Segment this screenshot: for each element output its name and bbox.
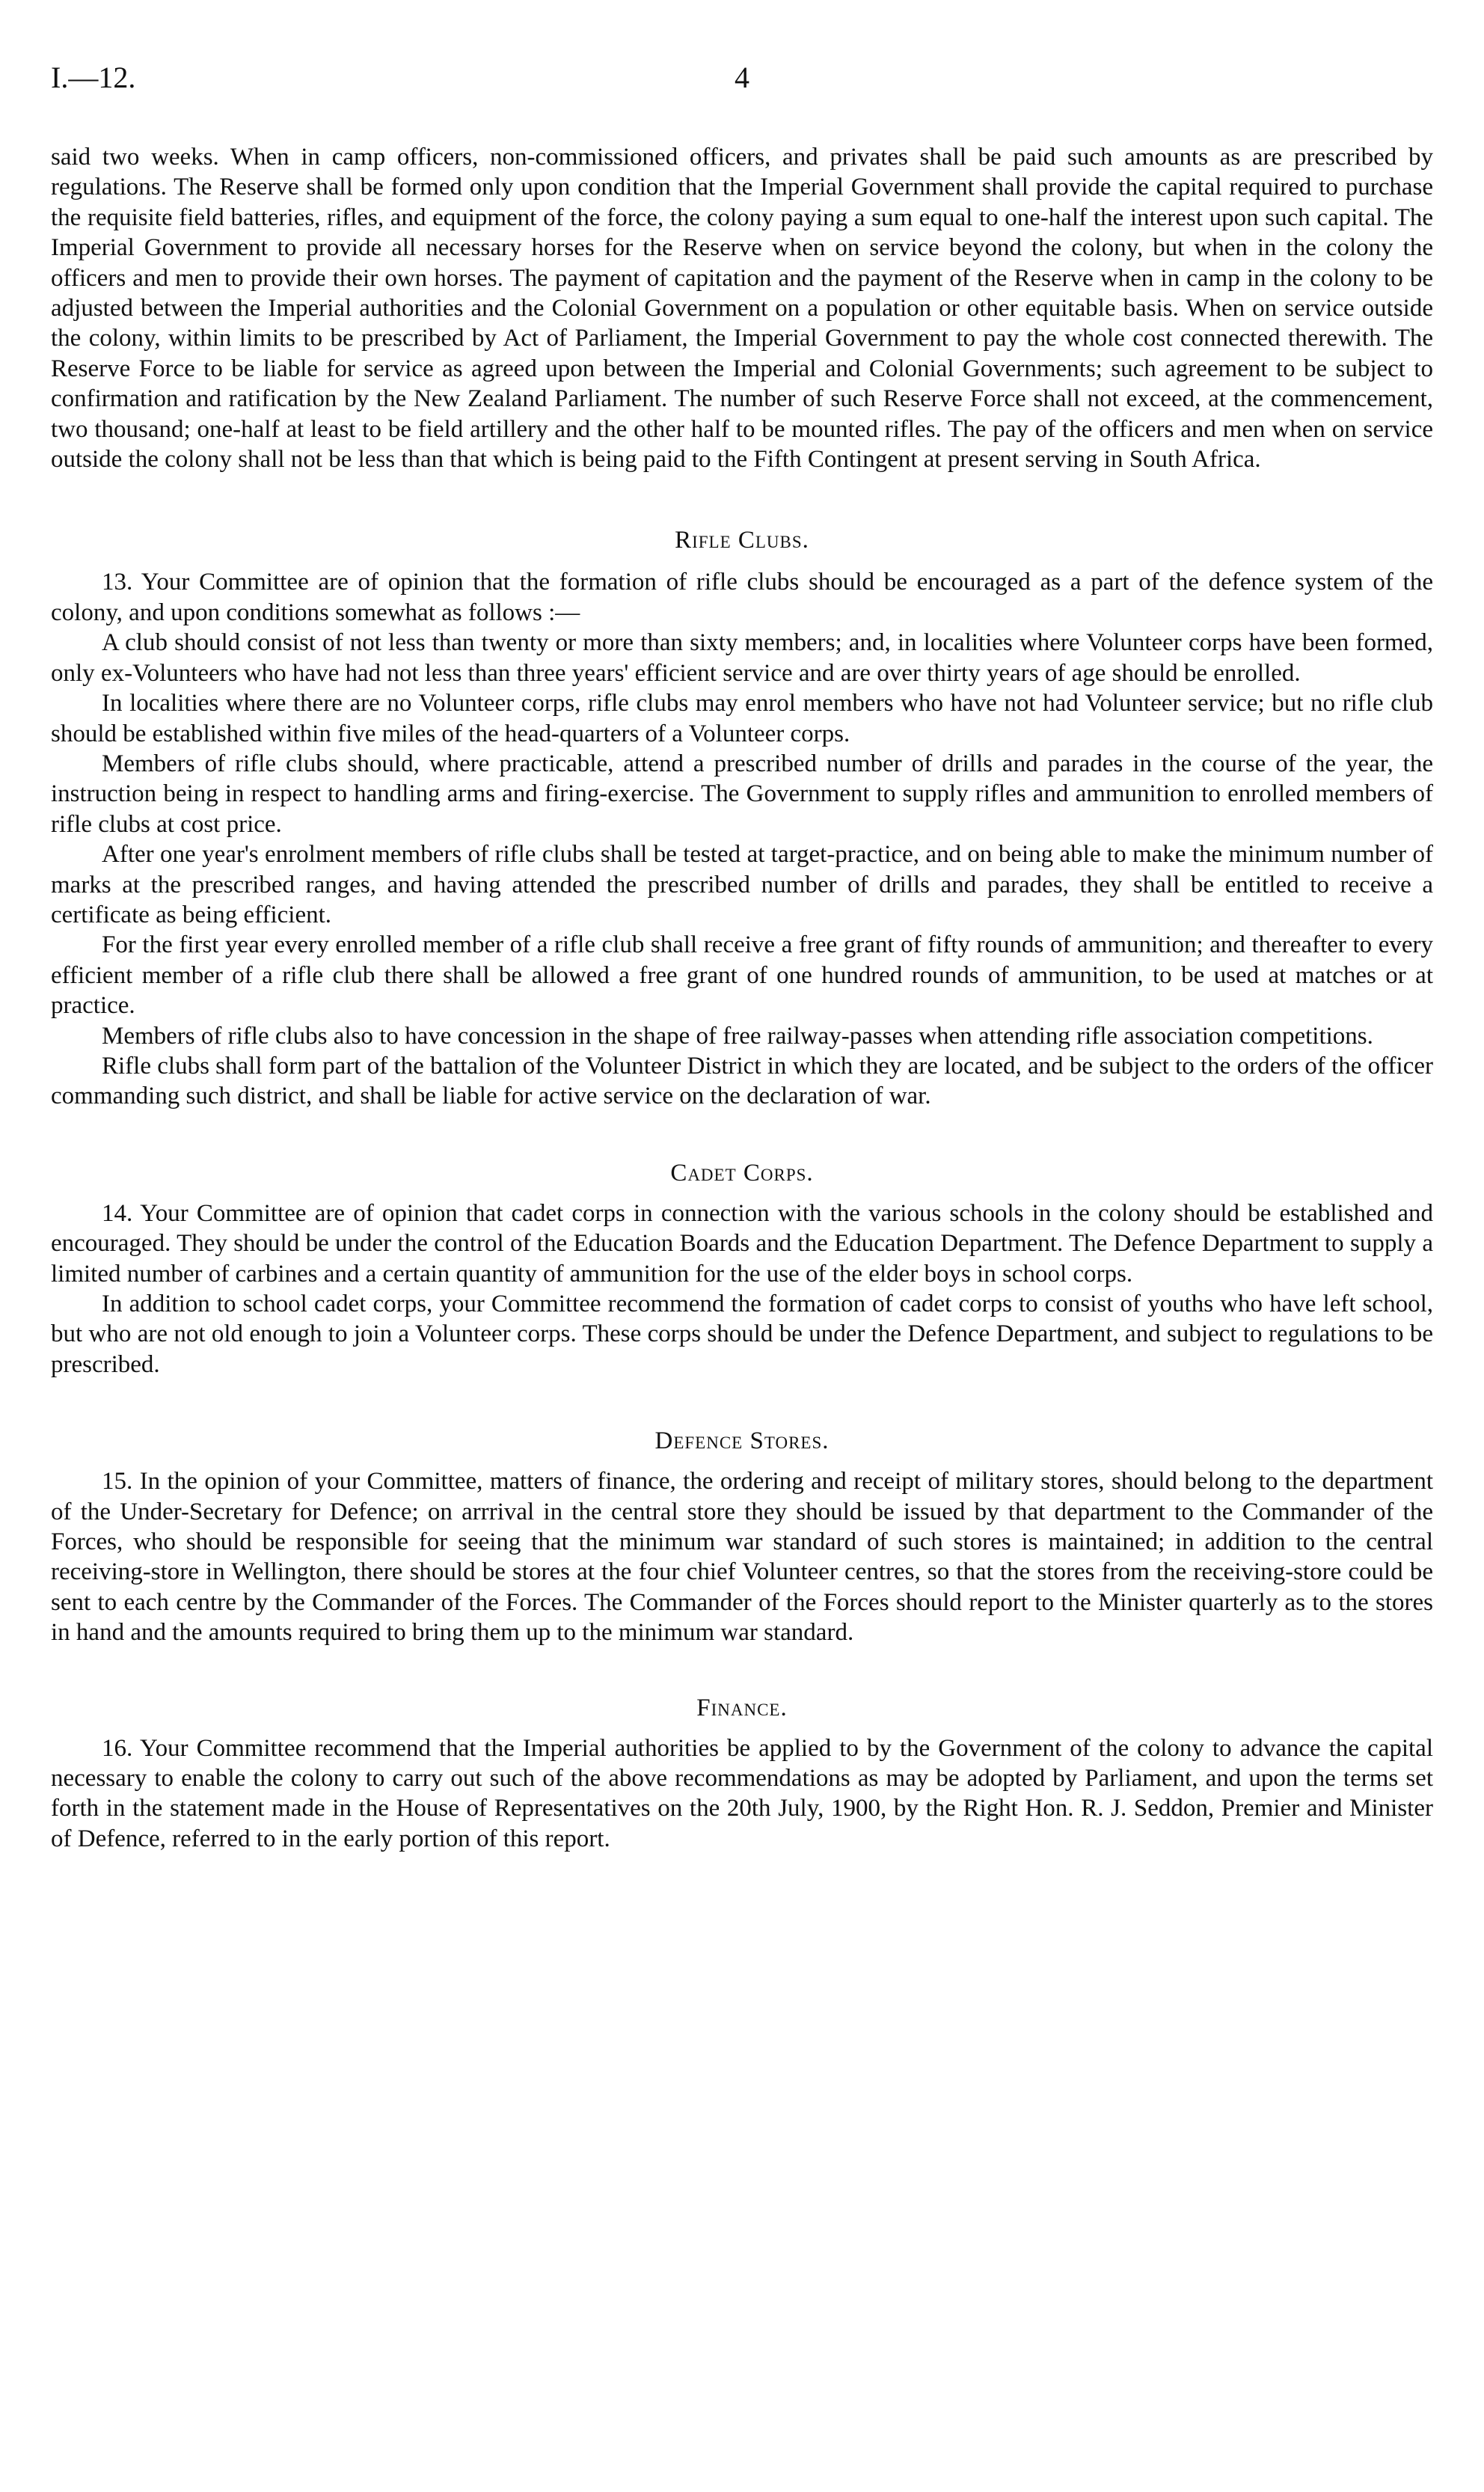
paragraph: Rifle clubs shall form part of the battalion of the Volunteer District in which they are located, and be subject to the orders of the officer commanding such district, and shall be liable for active service on the declaration of war.	[51, 1052, 1433, 1110]
section-heading-defence-stores: Defence Stores.	[654, 1427, 830, 1455]
page-number: 4	[735, 61, 749, 94]
paragraph: In addition to school cadet corps, your Committee recommend the formation of cadet corps to consist of youths who have left school, but who are not old enough to join a Volunteer corps. These corps should be under the Defence Department, and subject to regulations to be prescribed.	[51, 1291, 1433, 1378]
document-id: I.—12.	[51, 61, 136, 94]
paragraph: said two weeks. When in camp officers, non-commissioned officers, and privates shall be paid such amounts as are prescribed by regulations. The Reserve shall be formed only upon condition that the Imperial Government shall provide the capital required to purchase the requisite field batteries, rifles, and equipment of the force, the colony paying a sum equal to one-half the interest upon such capital. The Imperial Government to provide all necessary horses for the Reserve when on service beyond the colony, but when in the colony the officers and men to provide their own horses. The payment of capitation and the payment of the Reserve when in camp in the colony to be adjusted between the Imperial authorities and the Colonial Government on a population or other equitable basis. When on service outside the colony, within limits to be prescribed by Act of Parliament, the Imperial Government to pay the whole cost connected therewith. The Reserve Force to be liable for service as agreed upon between the Imperial and Colonial Governments; such agreement to be subject to confirmation and ratification by the New Zealand Parliament. The number of such Reserve Force shall not exceed, at the commencement, two thousand; one-half at least to be field artillery and the other half to be mounted rifles. The pay of the officers and men when on service outside the colony shall not be less than that which is being paid to the Fifth Contingent at present serving in South Africa.	[51, 144, 1433, 474]
paragraph: Members of rifle clubs should, where practicable, attend a prescribed number of drills and parades in the course of the year, the instruction being in respect to handling arms and firing-exercise. The Government to supply rifles and ammunition to enrolled members of rifle clubs at cost price.	[51, 750, 1433, 838]
paragraph: 16. Your Committee recommend that the Imperial authorities be applied to by the Government of the colony to advance the capital necessary to enable the colony to carry out such of the above recommendations as may be adopted by Parliament, and upon the terms set forth in the statement made in the House of Representatives on the 20th July, 1900, by the Right Hon. R. J. Seddon, Premier and Minister of Defence, referred to in the early portion of this report.	[51, 1734, 1433, 1852]
document-body	[51, 142, 1433, 1854]
section-heading-rifle-clubs: Rifle Clubs.	[675, 527, 809, 554]
paragraph: 13. Your Committee are of opinion that the formation of rifle clubs should be encouraged as a part of the defence system of the colony, and upon conditions somewhat as follows :—	[51, 569, 1433, 626]
paragraph: For the first year every enrolled member of a rifle club shall receive a free grant of fifty rounds of ammunition; and thereafter to every efficient member of a rifle club there shall be allowed a free grant of one hundred rounds of ammunition, to be used at matches or at practice.	[51, 931, 1433, 1020]
paragraph: A club should consist of not less than twenty or more than sixty members; and, in localities where Volunteer corps have been formed, only ex-Volunteers who have had not less than three years' efficient service and are over thirty years of age should be enrolled.	[51, 629, 1433, 687]
paragraph: Members of rifle clubs also to have concession in the shape of free railway-passes when attending rifle association competitions.	[102, 1022, 1373, 1050]
section-heading-finance: Finance.	[696, 1694, 788, 1721]
paragraph: After one year's enrolment members of rifle clubs shall be tested at target-practice, and on being able to make the minimum number of marks at the prescribed ranges, and having attended the prescribed number of drills and parades, they shall be entitled to receive a certificate as being efficient.	[51, 841, 1433, 928]
paragraph: 14. Your Committee are of opinion that cadet corps in connection with the various schools in the colony should be established and encouraged. They should be under the control of the Education Boards and the Education Department. The Defence Department to supply a limited number of carbines and a certain quantity of ammunition for the use of the elder boys in school corps.	[51, 1199, 1433, 1288]
paragraph: 15. In the opinion of your Committee, matters of finance, the ordering and receipt of military stores, should belong to the department of the Under-Secretary for Defence; on arrrival in the central store they should be issued by that department to the Commander of the Forces, who should be responsible for seeing that the minimum war standard of such stores is maintained; in addition to the central receiving-store in Wellington, there should be stores at the four chief Volunteer centres, so that the stores from the receiving-store could be sent to each centre by the Commander of the Forces. The Commander of the Forces should report to the Minister quarterly as to the stores in hand and the amounts required to bring them up to the minimum war standard.	[51, 1468, 1433, 1647]
section-heading-cadet-corps: Cadet Corps.	[670, 1159, 814, 1187]
page-header	[51, 60, 1433, 105]
paragraph: In localities where there are no Volunteer corps, rifle clubs may enrol members who have not had Volunteer service; but no rifle club should be established within five miles of the head-quarters of a Volunteer corps.	[51, 690, 1433, 747]
